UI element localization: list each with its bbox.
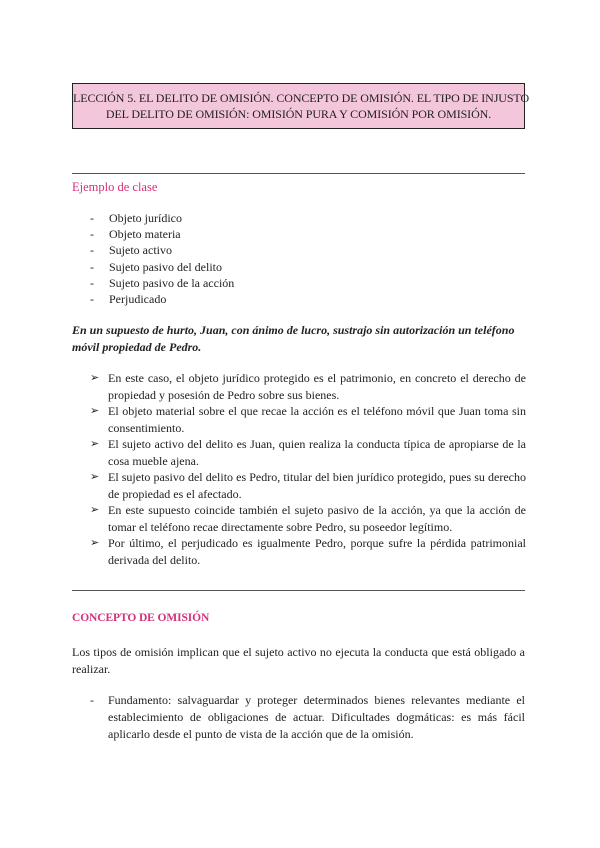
list-item-text: El sujeto activo del delito es Juan, quien realiza la conducta típica de apropiarse de la cosa mueble ajena. [108,437,526,468]
dash-bullet: - [90,211,94,225]
list-item [90,275,234,291]
case-line-2: móvil propiedad de Pedro. [72,340,202,354]
arrow-bullet-icon: ➢ [90,404,100,417]
divider-top [72,173,525,174]
dash-bullet: - [90,243,94,258]
arrow-bullet-icon: ➢ [90,503,100,516]
list-item-text: En este supuesto coincide también el sujeto pasivo de la acción, ya que la acción de tomar el teléfono recae directamente sobre Pedro, su poseedor legítimo. [108,503,526,534]
arrow-bullet-icon: ➢ [90,371,100,384]
list-item-text: Objeto jurídico [109,211,182,225]
case-line-1: En un supuesto de hurto, Juan, con ánimo de lucro, sustrajo sin autorización un teléfono [72,323,515,337]
case-statement [72,322,525,356]
omission-point-text: Fundamento: salvaguardar y proteger determinados bienes relevantes mediante el establecimiento de obligaciones de actuar. Dificultades dogmáticas: es más fácil aplicarlo desde el punto de vista de la acción que de la omisión. [108,693,525,741]
list-item-text: Por último, el perjudicado es igualmente Pedro, porque sufre la pérdida patrimonial derivada del delito. [108,536,526,567]
list-item [90,210,234,226]
list-item-text: Objeto materia [109,227,181,242]
list-item [90,436,526,469]
list-item-text: Perjudicado [109,291,167,306]
lesson-title-line-1: LECCIÓN 5. EL DELITO DE OMISIÓN. CONCEPTO DE OMISIÓN. EL TIPO DE INJUSTO [73,91,530,105]
dash-bullet: - [90,693,94,707]
analysis-list [90,370,526,568]
list-item [90,242,234,258]
list-item-text: El objeto material sobre el que recae la acción es el teléfono móvil que Juan toma sin consentimiento. [108,404,526,435]
list-item [90,469,526,502]
dash-bullet: - [90,275,94,290]
arrow-bullet-icon: ➢ [90,536,100,549]
list-item-text: En este caso, el objeto jurídico protegido es el patrimonio, en concreto el derecho de propiedad y posesión de Pedro sobre sus bienes. [108,371,526,402]
list-item-text: Sujeto pasivo de la acción [109,275,235,290]
list-item [90,291,234,307]
omission-point [90,692,525,743]
arrow-bullet-icon: ➢ [90,437,100,450]
lesson-title-line-2: DEL DELITO DE OMISIÓN: OMISIÓN PURA Y COMISIÓN POR OMISIÓN. [105,106,492,121]
list-item [90,403,526,436]
arrow-bullet-icon: ➢ [90,470,100,483]
list-item-text: El sujeto pasivo del delito es Pedro, titular del bien jurídico protegido, pues su derecho de propiedad es el afectado. [108,470,526,501]
dash-bullet: - [90,291,94,306]
example-label: Ejemplo de clase [72,180,158,194]
dash-bullet: - [90,259,94,274]
dash-bullet: - [90,227,94,242]
omission-paragraph: Los tipos de omisión implican que el sujeto activo no ejecuta la conducta que está obligado a realizar. [72,645,525,676]
list-item [90,535,526,568]
list-item [90,502,526,535]
divider-middle [72,590,525,591]
list-item-text: Sujeto activo [109,243,172,258]
list-item [90,226,234,242]
list-item [90,370,526,403]
list-item [90,259,234,275]
lesson-title-box [72,83,530,129]
example-list [90,210,234,307]
omission-heading: CONCEPTO DE OMISIÓN [72,612,210,624]
list-item-text: Sujeto pasivo del delito [109,259,222,274]
